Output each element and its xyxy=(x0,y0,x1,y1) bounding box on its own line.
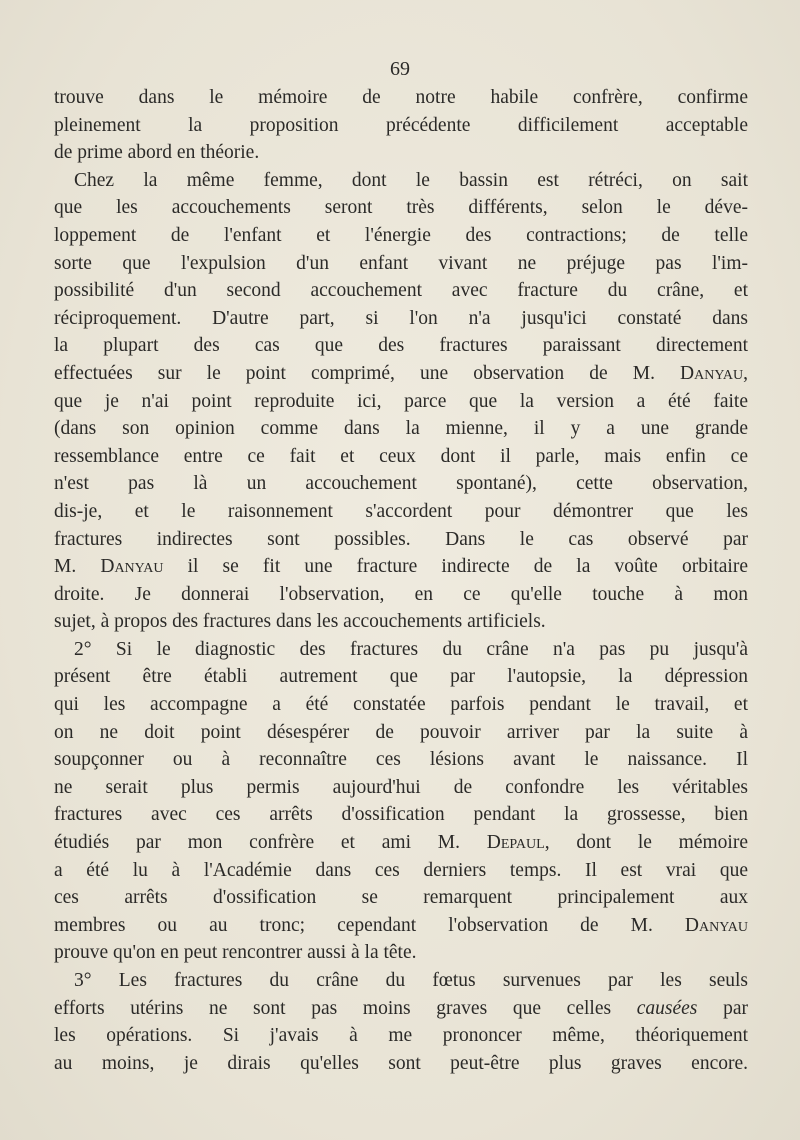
text-span: au moins, je dirais qu'elles sont peut-être plus graves encore. xyxy=(54,1052,748,1074)
text-span: droite. Je donnerai l'observation, en ce qu'elle touche à mon xyxy=(54,583,748,605)
text-span: ressemblance entre ce fait et ceux dont il parle, mais enfin ce xyxy=(54,445,748,467)
text-line xyxy=(54,305,748,333)
text-line xyxy=(54,663,748,691)
text-span: , xyxy=(743,362,748,384)
text-line xyxy=(54,884,748,912)
text-line xyxy=(54,1022,748,1050)
text-span: dis-je, et le raisonnement s'accordent pour démontrer que les xyxy=(54,500,748,522)
text-line xyxy=(54,829,748,857)
text-span: (dans son opinion comme dans la mienne, il y a une grande xyxy=(54,418,748,440)
text-span: par xyxy=(697,997,748,1019)
text-line xyxy=(54,277,748,305)
text-span: on ne doit point désespérer de pouvoir arriver par la suite à xyxy=(54,721,748,743)
text-line xyxy=(54,112,748,140)
text-line xyxy=(54,746,748,774)
author-name: Depaul xyxy=(486,832,545,854)
text-line xyxy=(54,719,748,747)
text-span: 2° Si le diagnostic des fractures du crâne n'a pas pu jusqu'à xyxy=(74,638,748,660)
text-line xyxy=(54,250,748,278)
text-line xyxy=(54,939,748,967)
text-line xyxy=(54,774,748,802)
text-line xyxy=(54,553,748,581)
text-span: que les accouchements seront très différents, selon le déve- xyxy=(54,197,748,219)
text-span: effectuées sur le point comprimé, une observation de M. xyxy=(54,362,681,384)
text-span: étudiés par mon confrère et ami M. xyxy=(54,832,487,854)
text-span: ces arrêts d'ossification se remarquent principalement aux xyxy=(54,887,748,909)
text-span: fractures avec ces arrêts d'ossification pendant la grossesse, bien xyxy=(54,804,748,826)
text-line xyxy=(54,636,748,664)
text-span: M. xyxy=(54,556,101,578)
text-line xyxy=(54,332,748,360)
text-span: fractures indirectes sont possibles. Dans le cas observé par xyxy=(54,528,748,550)
text-span: membres ou au tronc; cependant l'observation de M. xyxy=(54,914,685,936)
text-line xyxy=(54,498,748,526)
italic-word: causées xyxy=(636,997,698,1019)
text-line xyxy=(54,1050,748,1078)
text-line xyxy=(54,167,748,195)
text-span: la plupart des cas que des fractures paraissant directement xyxy=(54,335,748,357)
text-span: n'est pas là un accouchement spontané), cette observation, xyxy=(54,473,748,495)
text-span: soupçonner ou à reconnaître ces lésions avant le naissance. Il xyxy=(54,749,748,771)
text-line xyxy=(54,222,748,250)
text-span: sujet, à propos des fractures dans les accouchements artificiels. xyxy=(54,611,546,633)
text-line xyxy=(54,443,748,471)
text-span: que je n'ai point reproduite ici, parce que la version a été faite xyxy=(54,390,748,412)
text-span: , dont le mémoire xyxy=(544,832,748,854)
text-line xyxy=(54,388,748,416)
text-span: ne serait plus permis aujourd'hui de confondre les véritables xyxy=(54,776,748,798)
text-span: les opérations. Si j'avais à me prononcer même, théoriquement xyxy=(54,1025,748,1047)
text-line xyxy=(54,691,748,719)
text-line xyxy=(54,526,748,554)
text-span: 3° Les fractures du crâne du fœtus survenues par les seuls xyxy=(74,970,748,991)
text-line xyxy=(54,415,748,443)
author-name: Danyau xyxy=(100,556,164,578)
page-number: 69 xyxy=(390,58,410,80)
text-line xyxy=(54,912,748,940)
text-span: Chez la même femme, dont le bassin est rétréci, on sait xyxy=(74,169,748,191)
author-name: Danyau xyxy=(680,362,744,384)
text-span: de prime abord en théorie. xyxy=(54,142,260,164)
text-line xyxy=(54,470,748,498)
text-line xyxy=(54,581,748,609)
text-span: trouve dans le mémoire de notre habile confrère, confirme xyxy=(54,87,748,108)
text-span: loppement de l'enfant et l'énergie des contractions; de telle xyxy=(54,224,748,246)
text-span: pleinement la proposition précédente difficilement acceptable xyxy=(54,114,748,136)
text-line xyxy=(54,801,748,829)
text-span: prouve qu'on en peut rencontrer aussi à la tête. xyxy=(54,942,417,964)
text-span: il se fit une fracture indirecte de la voûte orbitaire xyxy=(163,556,748,578)
text-span: réciproquement. D'autre part, si l'on n'a jusqu'ici constaté dans xyxy=(54,307,748,329)
body-text xyxy=(54,84,748,1077)
text-span: présent être établi autrement que par l'autopsie, la dépression xyxy=(54,666,748,688)
text-line xyxy=(54,608,748,636)
text-line xyxy=(54,967,748,995)
text-line xyxy=(54,995,748,1023)
text-span: a été lu à l'Académie dans ces derniers temps. Il est vrai que xyxy=(54,859,748,881)
text-line xyxy=(54,139,748,167)
text-span: sorte que l'expulsion d'un enfant vivant ne préjuge pas l'im- xyxy=(54,252,748,274)
text-line xyxy=(54,194,748,222)
text-span: possibilité d'un second accouchement avec fracture du crâne, et xyxy=(54,280,748,302)
text-span: qui les accompagne a été constatée parfois pendant le travail, et xyxy=(54,694,748,716)
text-line xyxy=(54,84,748,112)
author-name: Danyau xyxy=(684,914,748,936)
text-line xyxy=(54,360,748,388)
text-span: efforts utérins ne sont pas moins graves que celles xyxy=(54,997,637,1019)
text-line xyxy=(54,857,748,885)
